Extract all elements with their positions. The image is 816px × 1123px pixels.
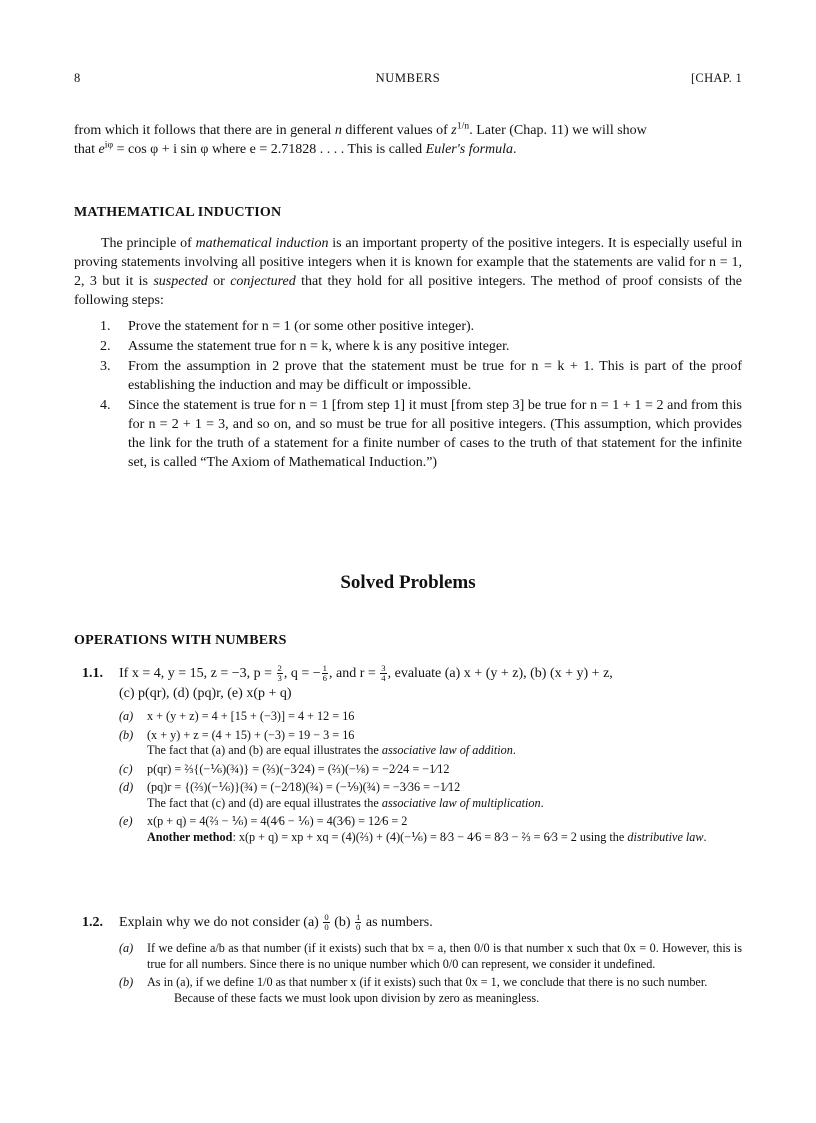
induction-step [100, 357, 742, 395]
statement-text: , evaluate (a) x + (y + z), (b) (x + y) + z, [387, 666, 613, 681]
step-number: 1. [100, 319, 111, 334]
solution-note [147, 743, 742, 759]
numerator: 1 [322, 663, 327, 674]
part-label: (d) [119, 780, 134, 794]
numerator: 1 [356, 912, 361, 923]
intro-text: . Later (Chap. 11) we will show [469, 123, 647, 138]
numerator: 3 [381, 663, 386, 674]
intro-exponent: 1/n [456, 120, 470, 132]
law-term: associative law of addition [381, 743, 513, 757]
numerator: 2 [277, 663, 282, 674]
statement-text: , q = − [283, 666, 321, 681]
operations-heading: OPERATIONS WITH NUMBERS [74, 633, 287, 648]
solution-part [119, 780, 742, 811]
part-label: (b) [119, 727, 134, 742]
intro-text: that [74, 142, 99, 157]
induction-heading: MATHEMATICAL INDUCTION [74, 205, 282, 220]
intro-text: from which it follows that there are in general [74, 123, 335, 138]
note-text: . [540, 795, 544, 810]
running-title: NUMBERS [375, 71, 441, 85]
solution-note [147, 796, 742, 812]
conclusion: Because of these facts we must look upon division by zero as meaningless. [174, 990, 540, 1005]
note-text: : x(p + q) = xp + xq = (4)(⅔) + (4)(−⅙) = 8⁄3 − 4⁄6 = 8⁄3 − ⅔ = 6⁄3 = 2 using the [232, 829, 628, 844]
fraction [355, 913, 361, 931]
induction-term: mathematical induction [195, 236, 329, 251]
induction-text: The principle of [101, 236, 196, 251]
fraction [380, 664, 386, 682]
note-text: The fact that (a) and (b) are equal illustrates the [147, 743, 382, 757]
intro-var: z [451, 123, 457, 138]
note-text: The fact that (c) and (d) are equal illustrates the [147, 795, 382, 810]
induction-text: is an important property of the positive integers. It is especially useful in proving statements involving all positive integers when it is known for example that the statements are valid for n = 1, 2, 3 but it is [74, 236, 743, 289]
statement-text: (b) [330, 915, 355, 930]
induction-paragraph [74, 234, 742, 310]
problem-1-1-solutions [119, 709, 742, 848]
intro-text: different values of [341, 123, 452, 138]
part-label: (e) [119, 814, 133, 828]
problem-statement [119, 664, 742, 704]
chapter-label: [CHAP. 1 [690, 71, 742, 85]
page-number: 8 [74, 71, 81, 85]
denominator: 0 [324, 921, 329, 932]
induction-text: that they hold for all positive integers. The method of proof consists of the following steps: [74, 274, 742, 308]
problem-number: 1.2. [82, 915, 103, 930]
note-text: . [703, 829, 707, 844]
step-text: Prove the statement for n = 1 (or some other positive integer). [128, 319, 475, 334]
solution-text: As in (a), if we define 1/0 as that number x (if it exists) such that 0x = 1, we conclude that there is no such number. [147, 975, 708, 989]
intro-exponent: iφ [104, 139, 114, 151]
problem-number: 1.1. [82, 666, 103, 681]
induction-steps [100, 317, 742, 473]
solution-part [119, 975, 742, 1006]
fraction [323, 913, 329, 931]
intro-var: e [98, 142, 105, 157]
problem-statement [119, 913, 742, 933]
step-number: 3. [100, 359, 111, 374]
step-text: From the assumption in 2 prove that the statement must be true for n = k + 1. This is part of the proof establishing the induction and may be difficult or impossible. [128, 359, 742, 393]
induction-step [100, 317, 742, 336]
intro-var: n [334, 123, 342, 138]
solution-part [119, 941, 742, 972]
solution-text: x + (y + z) = 4 + [15 + (−3)] = 4 + 12 = 16 [147, 709, 355, 723]
induction-step [100, 337, 742, 356]
induction-step [100, 396, 742, 472]
part-label: (a) [119, 941, 134, 955]
statement-text: , and r = [329, 666, 380, 681]
note-text: . [512, 743, 516, 757]
denominator: 3 [277, 672, 282, 683]
induction-term: suspected [153, 274, 208, 289]
problem-1-1 [82, 664, 742, 704]
solution-part [119, 814, 742, 845]
solution-note [147, 830, 742, 846]
intro-paragraph [74, 121, 742, 159]
solution-text: p(qr) = ⅔{(−⅙)(¾)} = (⅔)(−3⁄24) = (⅔)(−⅛) = −2⁄24 = −1⁄12 [147, 761, 450, 776]
induction-term: conjectured [230, 274, 296, 289]
part-label: (b) [119, 975, 134, 989]
denominator: 4 [381, 672, 386, 683]
solution-part [119, 728, 742, 759]
solution-text: If we define a/b as that number (if it exists) such that bx = a, then 0/0 is that number x such that 0x = 0. However, this is true for all numbers. Since there is no unique number which 0/0 can represent, we consider it undefined. [147, 941, 742, 971]
law-term: distributive law [627, 829, 704, 844]
part-label: (a) [119, 709, 134, 723]
statement-text: If x = 4, y = 15, z = −3, p = [119, 666, 276, 681]
step-text: Assume the statement true for n = k, where k is any positive integer. [128, 339, 510, 354]
fraction [322, 664, 328, 682]
law-term: associative law of multiplication [381, 795, 541, 810]
induction-text: or [207, 274, 231, 289]
another-method-label: Another method [147, 829, 233, 844]
statement-text: Explain why we do not consider (a) [119, 915, 323, 930]
numerator: 0 [324, 912, 329, 923]
statement-text: as numbers. [362, 915, 433, 930]
solved-problems-title: Solved Problems [340, 572, 476, 593]
intro-text: . [513, 142, 517, 157]
denominator: 6 [322, 672, 327, 683]
step-text: Since the statement is true for n = 1 [from step 1] it must [from step 3] be true for n = 1 + 1 = 2 and from this for n = 2 + 1 = 3, and so on, and so must be true for all positive integers. (This assumption, which provides the link for the truth of a statement for a finite number of cases to the truth of that statement for the infinite set, is called “The Axiom of Mathematical Induction.”) [128, 398, 742, 470]
step-number: 4. [100, 398, 111, 413]
part-label: (c) [119, 761, 133, 776]
solution-text: (x + y) + z = (4 + 15) + (−3) = 19 − 3 = 16 [147, 727, 355, 742]
solution-text: (pq)r = {(⅔)(−⅙)}(¾) = (−2⁄18)(¾) = (−⅑)(¾) = −3⁄36 = −1⁄12 [147, 780, 461, 794]
problem-1-2 [82, 913, 742, 933]
solution-part [119, 709, 742, 725]
intro-text: = cos φ + i sin φ where e = 2.71828 . . . . This is called [113, 142, 426, 157]
step-number: 2. [100, 339, 111, 354]
eulers-formula-term: Euler's formula [425, 142, 514, 157]
solution-text: x(p + q) = 4(⅔ − ⅙) = 4(4⁄6 − ⅙) = 4(3⁄6) = 12⁄6 = 2 [147, 814, 408, 828]
solution-part [119, 762, 742, 778]
denominator: 0 [356, 921, 361, 932]
problem-1-2-solutions [119, 941, 742, 1009]
statement-text: (c) p(qr), (d) (pq)r, (e) x(p + q) [119, 686, 292, 701]
fraction [277, 664, 283, 682]
